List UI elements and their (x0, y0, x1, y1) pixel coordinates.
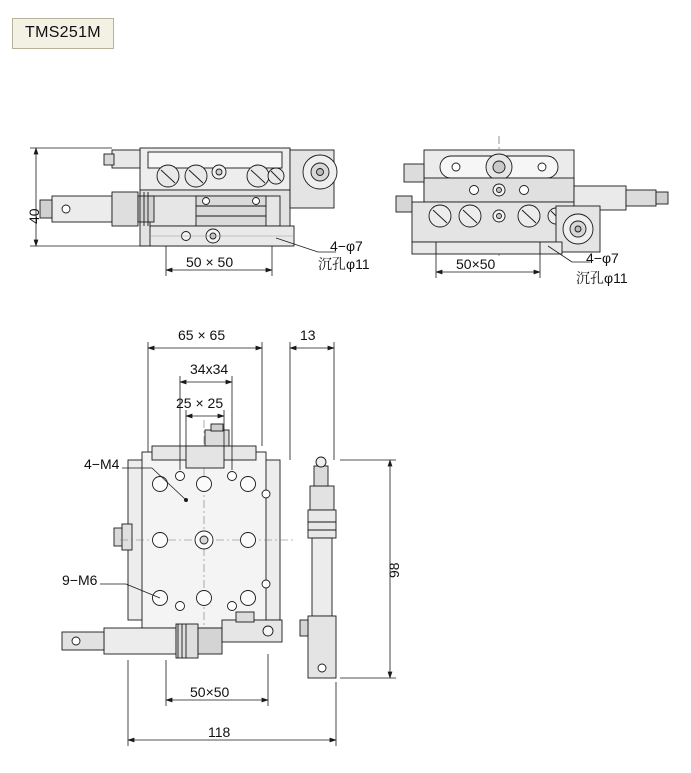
model-badge: TMS251M (12, 18, 114, 49)
dim-side-4-phi7: 4−φ7 (586, 250, 619, 266)
dim-top-65x65: 65 × 65 (178, 327, 226, 343)
dim-top-4-M4: 4−M4 (84, 456, 120, 472)
dim-top-13: 13 (300, 327, 316, 343)
dim-top-34x34: 34x34 (190, 361, 229, 377)
dim-top-25x25: 25 × 25 (176, 395, 224, 411)
dim-top-9-M6: 9−M6 (62, 572, 98, 588)
dim-top-98: 98 (386, 562, 402, 578)
side-view-geometry (396, 136, 668, 258)
front-view-geometry (40, 148, 337, 246)
dim-front-50x50: 50 × 50 (186, 254, 234, 270)
dim-top-50x50: 50×50 (190, 684, 230, 700)
dim-side-50x50: 50×50 (456, 256, 496, 272)
dim-top-118: 118 (208, 724, 231, 740)
dim-front-4-phi7: 4−φ7 (330, 238, 363, 254)
dim-front-height-40: 40 (26, 208, 42, 224)
dim-side-counterbore: 沉孔φ11 (576, 270, 628, 286)
dim-front-counterbore: 沉孔φ11 (318, 256, 370, 272)
